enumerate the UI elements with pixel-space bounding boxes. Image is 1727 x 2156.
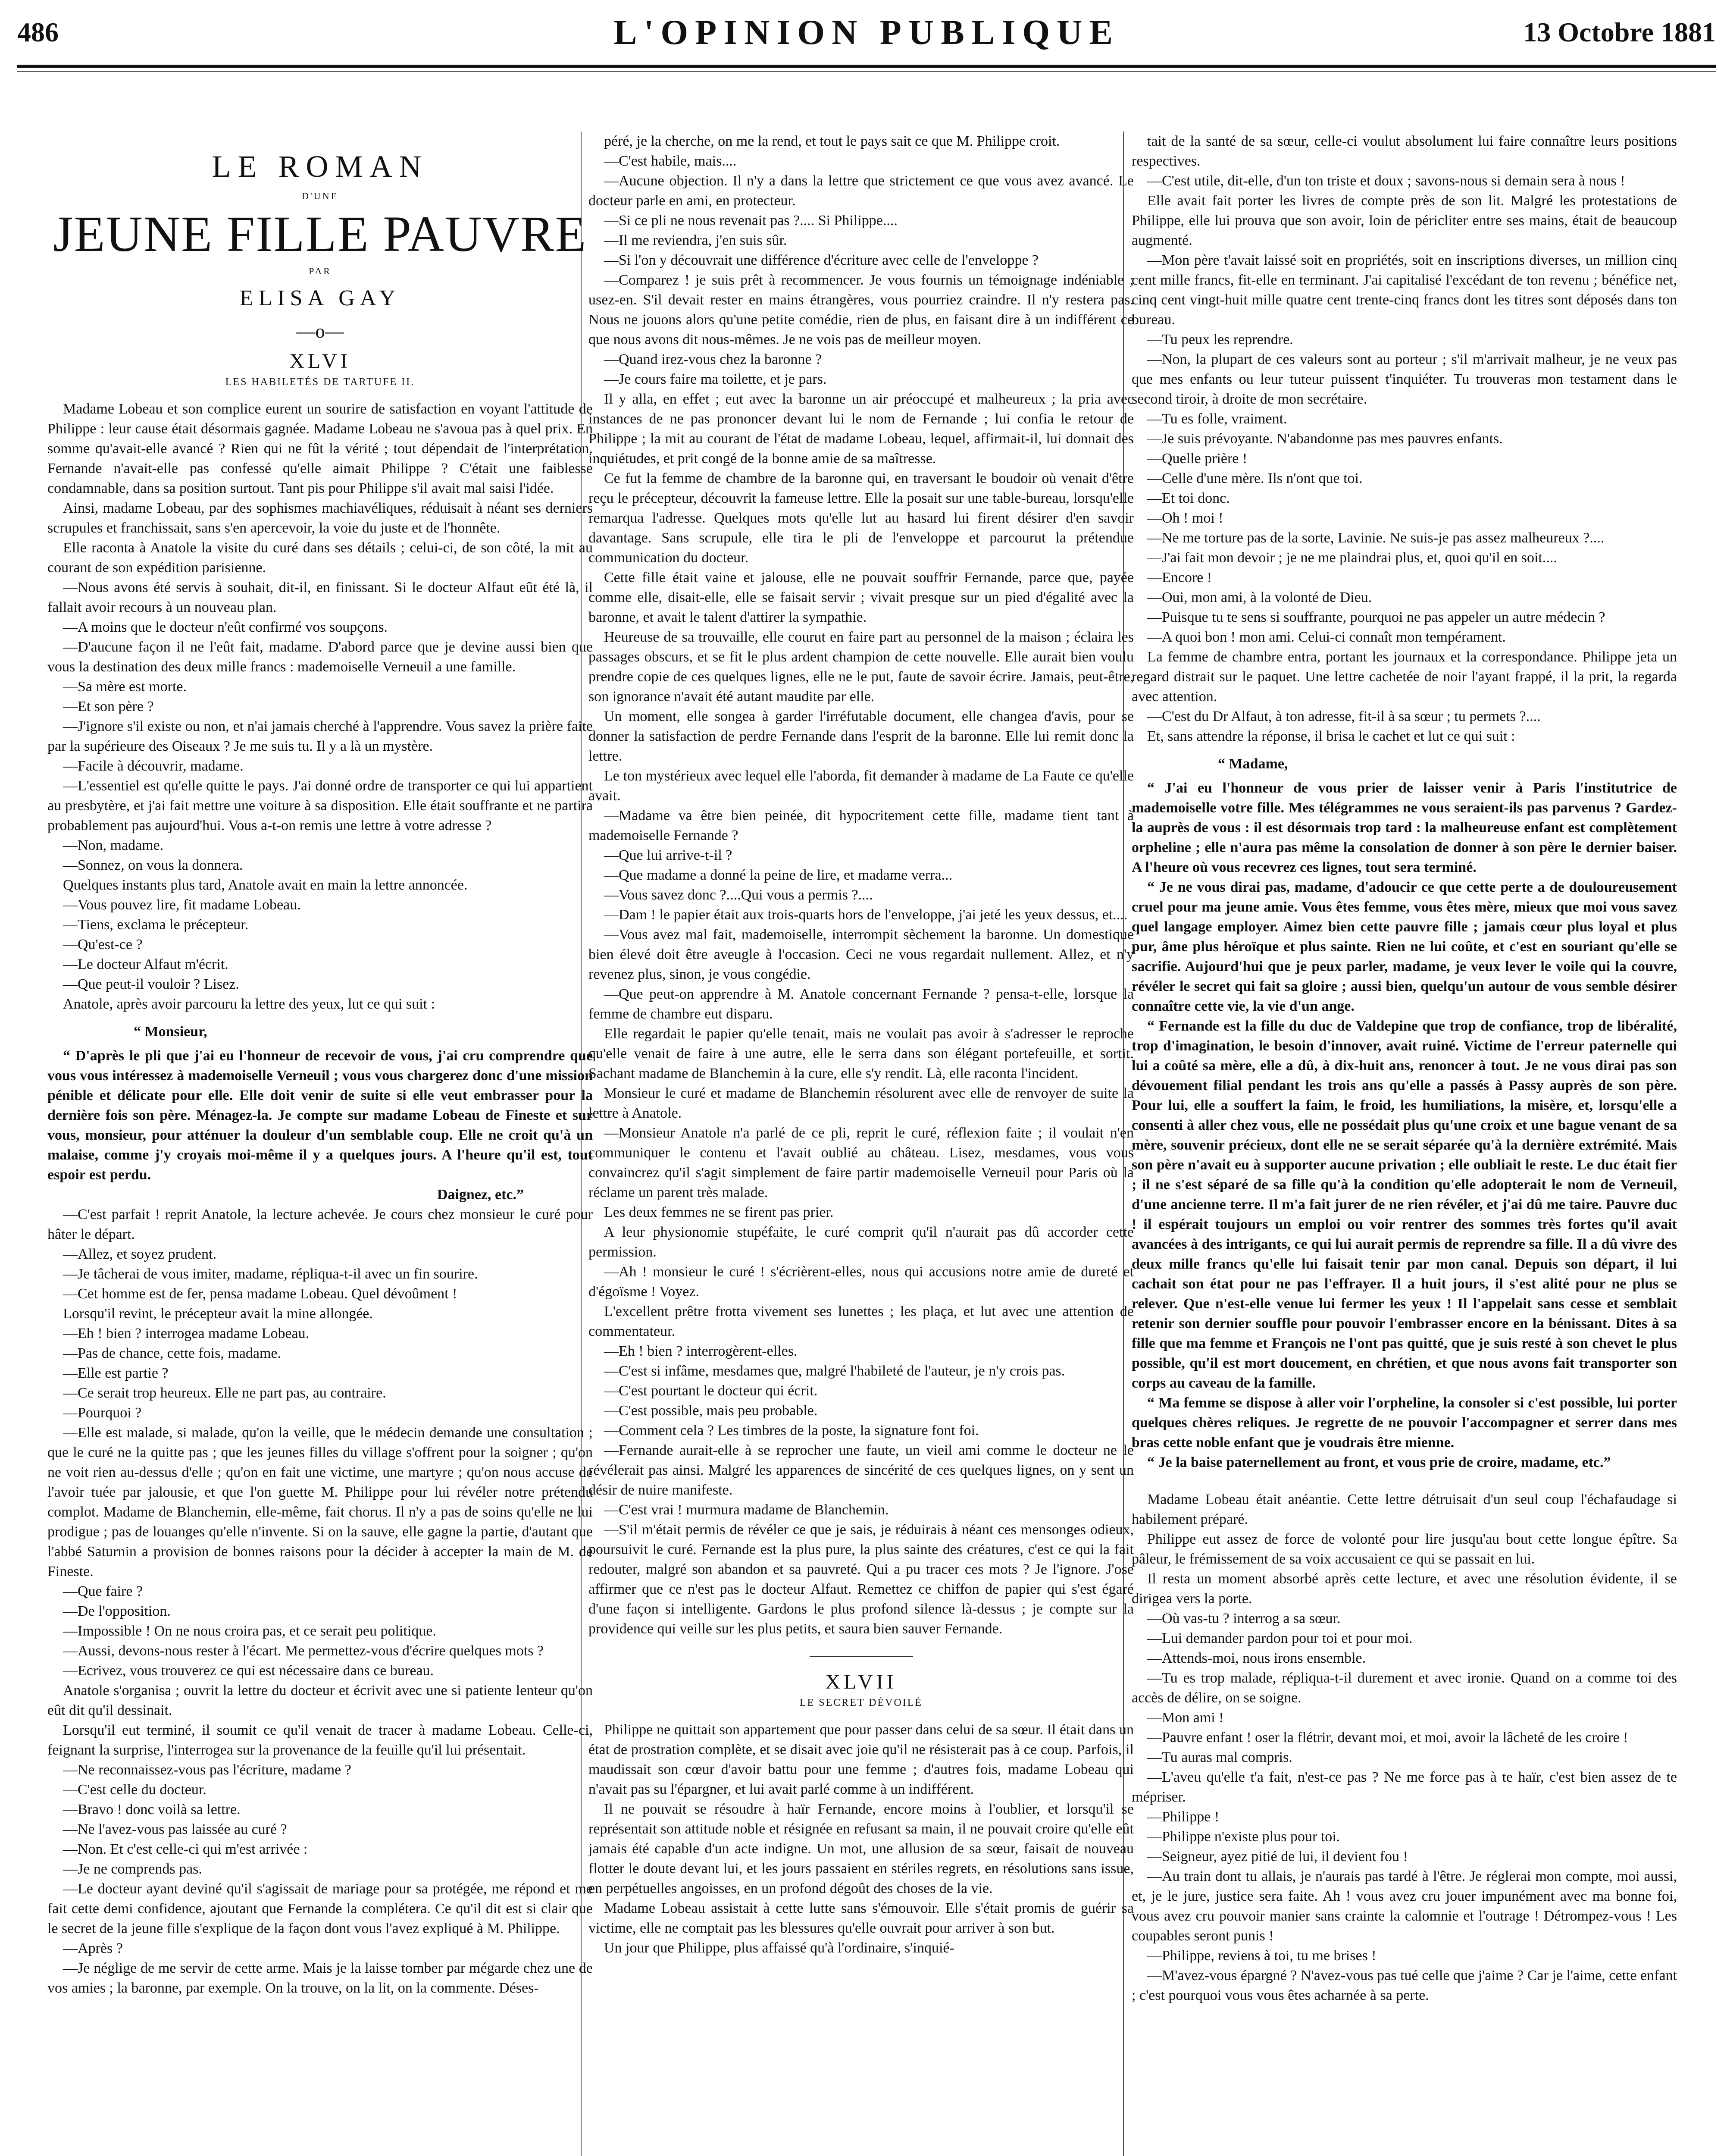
paragraph: —D'aucune façon il ne l'eût fait, madame. D'abord parce que je devine aussi bien que vous la destination des deux mille francs : mademoiselle Verneuil a une famille. — [47, 639, 593, 675]
paragraph: —Mon père t'avait laissé soit en propriétés, soit en inscriptions diverses, un million cinq cent mille francs, fit-elle en terminant. J'ai capitalisé l'excédant de ton revenu ; bénéfice net, cinq cent vingt-huit mille quatre cent trente-cinq francs dont les titres sont déposés dans ton bureau. — [1132, 252, 1677, 328]
paragraph: —Nous avons été servis à souhait, dit-il, en finissant. Si le docteur Alfaut eût été là, il fallait avoir recours à un nouveau plan. — [47, 580, 593, 615]
paragraph: —Lui demander pardon pour toi et pour moi. — [1147, 1630, 1413, 1646]
issue-date: 13 Octobre 1881 — [1523, 17, 1716, 47]
paragraph: —Facile à découvrir, madame. — [63, 758, 244, 774]
paragraph: —Eh ! bien ? interrogea madame Lobeau. — [63, 1326, 310, 1341]
paragraph: —Aussi, devons-nous rester à l'écart. Me permettez-vous d'écrire quelques mots ? — [63, 1643, 544, 1659]
paragraph: —Non. Et c'est celle-ci qui m'est arrivée : — [63, 1841, 308, 1857]
paragraph: —A moins que le docteur n'eût confirmé vos soupçons. — [63, 619, 388, 635]
paragraph: Monsieur le curé et madame de Blanchemin résolurent avec elle de renvoyer de suite la lettre à Anatole. — [588, 1085, 1134, 1121]
paragraph: —Ne l'avez-vous pas laissée au curé ? — [63, 1821, 287, 1837]
paragraph: —Puisque tu te sens si souffrante, pourquoi ne pas appeler un autre médecin ? — [1147, 609, 1605, 625]
paragraph: —C'est utile, dit-elle, d'un ton triste et doux ; savons-nous si demain sera à nous ! — [1147, 173, 1625, 189]
paragraph: —Comment cela ? Les timbres de la poste, la signature font foi. — [604, 1423, 979, 1438]
paragraph: Philippe eut assez de force de volonté pour lire jusqu'au bout cette longue épître. Sa pâleur, le frémissement de sa voix accusaient ce qui se passait en lui. — [1132, 1531, 1677, 1567]
paragraph: —Oh ! moi ! — [1147, 510, 1223, 526]
paragraph: tait de la santé de sa sœur, celle-ci voulut absolument lui faire connaître leurs positions respectives. — [1132, 133, 1677, 169]
column-2 — [588, 132, 1134, 2156]
text-block — [1132, 132, 1677, 746]
paragraph: —J'ai fait mon devoir ; je ne me plaindrai plus, et, quoi qu'il en soit.... — [1147, 550, 1557, 566]
paragraph: —J'ignore s'il existe ou non, et n'ai jamais cherché à l'apprendre. Vous savez la prière faite par la supérieure des Oiseaux ? Je me suis tu. Il y a là un mystère. — [47, 718, 593, 754]
text-block — [47, 399, 593, 1014]
paragraph: Ce fut la femme de chambre de la baronne qui, en traversant le boudoir où venait d'être reçu le précepteur, découvrit la fameuse lettre. Elle la posait sur une table-bureau, lorsqu'elle remarqua l'adresse. Quelques mots qu'elle lut au hasard lui firent désirer d'en savoir davantage. Sans scrupule, elle tira le pli de l'enveloppe et parcourut la prétendue communication du docteur. — [588, 470, 1134, 566]
paragraph: —Quand irez-vous chez la baronne ? — [604, 351, 822, 367]
paragraph: Lorsqu'il eut terminé, il soumit ce qu'il venait de tracer à madame Lobeau. Celle-ci, feignant la surprise, l'interrogea sur la provenance de la feuille qu'il lui présentait. — [47, 1722, 593, 1758]
paragraph: —Vous savez donc ?....Qui vous a permis ?.... — [604, 887, 873, 903]
chapter-subtitle: LES HABILETÉS DE TARTUFE II. — [225, 376, 415, 388]
paragraph: —Elle est malade, si malade, qu'on la veille, que le médecin demande une consultation ; que le curé ne la quitte pas ; que les jeunes filles du village s'offrent pour la soigner ; qu'on ne voit rien au-dessus d'elle ; qu'on en fait une victime, une martyre ; qu'on nous accuse de l'avoir tuée par jalousie, et que l'on guette M. Philippe pour lui révéler notre prétendu complot. Madame de Blanchemin, elle-même, fait chorus. Il n'y a pas de soins qu'elle ne lui prodigue ; pas de louanges qu'elle n'invente. Si on la sauve, elle gagne la partie, d'autant que l'abbé Saturnin a provision de bonnes raisons pour la décider à accepter la main de M. de Fineste. — [47, 1425, 593, 1579]
paragraph: —Philippe ! — [1147, 1809, 1220, 1825]
paragraph: Lorsqu'il revint, le précepteur avait la mine allongée. — [63, 1306, 373, 1322]
paragraph: —Madame va être bien peinée, dit hypocritement cette fille, madame tient tant à mademoiselle Fernande ? — [588, 808, 1134, 843]
paragraph: —Qu'est-ce ? — [63, 937, 143, 953]
chapter-number: XLVI — [289, 350, 351, 373]
paragraph: —Eh ! bien ? interrogèrent-elles. — [604, 1343, 798, 1359]
paragraph: —Je suis prévoyante. N'abandonne pas mes pauvres enfants. — [1147, 431, 1503, 447]
paragraph: Anatole, après avoir parcouru la lettre des yeux, lut ce qui suit : — [63, 996, 435, 1012]
author-name: ELISA GAY — [239, 286, 401, 310]
paragraph: —Seigneur, ayez pitié de lui, il devient fou ! — [1147, 1849, 1408, 1865]
paragraph: —Sa mère est morte. — [63, 679, 187, 695]
letter-body: “ D'après le pli que j'ai eu l'honneur de recevoir de vous, j'ai cru comprendre que vous vous intéressez à mademoiselle Verneuil ; vous vous chargerez donc d'une mission pénible et délicate pour elle. Elle doit venir de suite si elle veut embrasser pour la dernière fois son père. Ménagez-la. Je compte sur madame Lobeau de Fineste et sur vous, monsieur, pour atténuer la douleur d'un semblable coup. Elle ne croit qu'à un malaise, comme j'y croyais moi-même il y a quelques jours. A l'heure qu'il est, tout espoir est perdu. — [47, 1048, 593, 1183]
paragraph: —Ecrivez, vous trouverez ce qui est nécessaire dans ce bureau. — [63, 1663, 434, 1679]
paragraph: —Dam ! le papier était aux trois-quarts hors de l'enveloppe, j'ai jeté les yeux dessus, et.... — [604, 907, 1128, 923]
paragraph: Un jour que Philippe, plus affaissé qu'à l'ordinaire, s'inquié- — [604, 1940, 954, 1956]
masthead-rule-thick — [17, 65, 1716, 68]
paragraph: —Quelle prière ! — [1147, 451, 1248, 467]
paragraph: —Si ce pli ne nous revenait pas ?.... Si Philippe.... — [604, 213, 898, 229]
novel-title: JEUNE FILLE PAUVRE — [53, 206, 587, 262]
column-3 — [1132, 132, 1677, 2156]
paragraph: —Bravo ! donc voilà sa lettre. — [63, 1802, 241, 1818]
column-1 — [47, 132, 593, 2156]
paragraph: Madame Lobeau et son complice eurent un sourire de satisfaction en voyant l'attitude de Philippe : leur cause était désormais gagnée. Madame Lobeau ne s'avoua pas à quel prix. En somme qu'avait-elle avancé ? Rien qui ne fût la vérité ; tout dépendait de l'interprétation. Fernande n'avait-elle pas confessé qu'elle aimait Philippe ? C'était une faiblesse condamnable, dans sa position surtout. Tant pis pour Philippe s'il avait mal saisi l'idée. — [47, 401, 593, 496]
paragraph: Madame Lobeau assistait à cette lutte sans s'émouvoir. Elle s'était promis de guérir sa victime, elle ne comptait pas les blessures qu'elle ouvrait pour arriver à son but. — [588, 1900, 1134, 1936]
paragraph: —Que faire ? — [63, 1583, 143, 1599]
paragraph: —Je néglige de me servir de cette arme. Mais je la laisse tomber par mégarde chez une de vos amies ; la baronne, par exemple. On la trouve, on la lit, on la commente. Déses- — [47, 1960, 593, 1996]
paragraph: L'excellent prêtre frotta vivement ses lunettes ; les plaça, et lut avec une attention de commentateur. — [588, 1304, 1134, 1339]
paragraph: A leur physionomie stupéfaite, le curé comprit qu'il n'aurait pas dû accorder cette permission. — [588, 1224, 1134, 1260]
section-divider — [810, 1656, 913, 1657]
paragraph: Ainsi, madame Lobeau, par des sophismes machiavéliques, réduisait à néant ses derniers scrupules et franchissait, sans s'en apercevoir, la voie du juste et de l'honnête. — [47, 500, 593, 536]
paragraph: —Cet homme est de fer, pensa madame Lobeau. Quel dévoûment ! — [63, 1286, 457, 1302]
masthead — [17, 9, 1716, 56]
paragraph: —Où vas-tu ? interrog a sa sœur. — [1147, 1611, 1341, 1626]
paragraph: —Non, madame. — [63, 837, 164, 853]
paragraph: “ Je la baise paternellement au front, et vous prie de croire, madame, etc.” — [1147, 1454, 1611, 1470]
letter-signature: Daignez, etc.” — [437, 1187, 524, 1203]
paragraph: Il ne pouvait se résoudre à haïr Fernande, encore moins à l'oublier, et lorsqu'il se représentait son attitude noble et résignée en refusant sa main, il ne pouvait croire qu'elle eût jamais été capable d'un acte indigne. Un mot, une allusion de sa sœur, faisait de nouveau flotter le doute devant lui, et les jours passaient en stériles regrets, en résolutions sans issue, en perpétuelles angoisses, en un profond dégoût des choses de la vie. — [588, 1801, 1134, 1896]
paragraph: —A quoi bon ! mon ami. Celui-ci connaît mon tempérament. — [1147, 629, 1506, 645]
paragraph: —Philippe, reviens à toi, tu me brises ! — [1147, 1948, 1377, 1964]
paragraph: —Ne reconnaissez-vous pas l'écriture, madame ? — [63, 1762, 351, 1778]
paragraph: —Elle est partie ? — [63, 1365, 169, 1381]
paragraph: —Tu es folle, vraiment. — [1147, 411, 1287, 427]
paragraph: —Que peut-on apprendre à M. Anatole concernant Fernande ? pensa-t-elle, lorsque la femme de chambre eut disparu. — [588, 986, 1134, 1022]
paragraph: —Pauvre enfant ! oser la flétrir, devant moi, et moi, avoir la lâcheté de les croire ! — [1147, 1730, 1628, 1745]
page-number: 486 — [17, 17, 59, 47]
paragraph: Quelques instants plus tard, Anatole avait en main la lettre annoncée. — [63, 877, 468, 893]
paragraph: —Et son père ? — [63, 699, 154, 714]
paragraph: —Tiens, exclama le précepteur. — [63, 917, 249, 933]
paragraph: —Aucune objection. Il n'y a dans la lettre que strictement ce que vous avez avancé. Le docteur parle en ami, en protecteur. — [588, 173, 1134, 209]
chapter-subtitle: LE SECRET DÉVOILÉ — [799, 1697, 923, 1708]
paragraph: —C'est habile, mais.... — [604, 153, 737, 169]
paragraph: —Monsieur Anatole n'a parlé de ce pli, reprit le curé, réflexion faite ; il voulait n'en communiquer le contenu et l'avait oublié au château. Lisez, mesdames, vous vous convaincrez qu'il s'agit simplement de faire partir mademoiselle Verneuil pour Paris où la réclame un parent très malade. — [588, 1125, 1134, 1200]
paragraph: —L'essentiel est qu'elle quitte le pays. J'ai donné ordre de transporter ce qui lui appartient au presbytère, et j'ai fait mettre une voiture à sa disposition. Elle était souffrante et ne partira probablement pas aujourd'hui. Vous a-t-on remis une lettre à votre adresse ? — [47, 778, 593, 834]
text-block — [1132, 1490, 1677, 2006]
paragraph: Elle raconta à Anatole la visite du curé dans ses détails ; celui-ci, de son côté, la mit au courant de son expédition parisienne. — [47, 540, 593, 576]
paragraph: —Ne me torture pas de la sorte, Lavinie. Ne suis-je pas assez malheureux ?.... — [1147, 530, 1605, 546]
paragraph: —Je cours faire ma toilette, et je pars. — [604, 371, 827, 387]
paragraph: —Vous avez mal fait, mademoiselle, interrompit sèchement la baronne. Un domestique bien élevé doit être aveugle à l'occasion. Ceci ne vous regardait nullement. Allez, et n'y revenez plus, sinon, je vous congédie. — [588, 927, 1134, 982]
paragraph: —Vous pouvez lire, fit madame Lobeau. — [63, 897, 301, 913]
paragraph: —M'avez-vous épargné ? N'avez-vous pas tué celle que j'aime ? Car je l'aime, cette enfant ; c'est pourquoi vous vous êtes acharnée à sa perte. — [1132, 1968, 1677, 2003]
paragraph: Cette fille était vaine et jalouse, elle ne pouvait souffrir Fernande, parce que, payée comme elle, disait-elle, elle se faisait servir ; vivait presque sur un pied d'égalité avec la baronne, et avait le talent d'attirer la sympathie. — [588, 570, 1134, 625]
paragraph: La femme de chambre entra, portant les journaux et la correspondance. Philippe jeta un regard distrait sur le paquet. Une lettre cachetée de noir l'ayant frappé, il la prit, la regarda avec attention. — [1132, 649, 1677, 705]
newspaper-title: L'OPINION PUBLIQUE — [613, 13, 1120, 52]
paragraph: —Si l'on y découvrait une différence d'écriture avec celle de l'enveloppe ? — [604, 252, 1039, 268]
paragraph: —Il me reviendra, j'en suis sûr. — [604, 232, 787, 248]
paragraph: —Allez, et soyez prudent. — [63, 1246, 216, 1262]
paragraph: péré, je la cherche, on me la rend, et tout le pays sait ce que M. Philippe croit. — [604, 133, 1060, 149]
paragraph: Et, sans attendre la réponse, il brisa le cachet et lut ce qui suit : — [1147, 728, 1515, 744]
paragraph: Il resta un moment absorbé après cette lecture, et avec une résolution évidente, il se dirigea vers la porte. — [1132, 1571, 1677, 1607]
paragraph: —Je ne comprends pas. — [63, 1861, 202, 1877]
paragraph: —Ce serait trop heureux. Elle ne part pas, au contraire. — [63, 1385, 386, 1401]
paragraph: Il y alla, en effet ; eut avec la baronne un air préoccupé et malheureux ; la pria avec instances de ne pas prononcer devant lui le nom de Fernande ; lui confia le retour de Philippe ; la mit au courant de l'état de madame Lobeau, lequel, affirmait-il, lui donnait des inquiétudes, et prit congé de la bonne amie de sa maîtresse. — [588, 391, 1134, 467]
paragraph: —Celle d'une mère. Ils n'ont que toi. — [1147, 470, 1363, 486]
paragraph: —L'aveu qu'elle t'a fait, n'est-ce pas ? Ne me force pas à te haïr, c'est bien assez de te mépriser. — [1132, 1769, 1677, 1805]
ornament: —o— — [296, 321, 344, 342]
paragraph: —C'est parfait ! reprit Anatole, la lecture achevée. Je cours chez monsieur le curé pour hâter le départ. — [47, 1206, 593, 1242]
paragraph: —Sonnez, on vous la donnera. — [63, 857, 243, 873]
paragraph: —Comparez ! je suis prêt à recommencer. Je vous fournis un témoignage indéniable ; usez-en. S'il devait rester en mains étrangères, vous pourriez craindre. Il n'y restera pas. Nous ne jouons alors qu'une petite comédie, rien de plus, en faisant dire à un indifférent ce que nous avons dit nous-mêmes. Je ne vois pas de meilleur moyen. — [588, 272, 1134, 348]
paragraph: —Non, la plupart de ces valeurs sont au porteur ; s'il m'arrivait malheur, je ne veux pas que mes enfants ou leur tuteur puissent t'inquiéter. Tu trouveras mon testament dans le second tiroir, à droite de mon secrétaire. — [1132, 351, 1677, 407]
paragraph: —De l'opposition. — [63, 1603, 171, 1619]
letter-body — [1132, 778, 1677, 1473]
paragraph: —Que lui arrive-t-il ? — [604, 847, 732, 863]
paragraph: —Que madame a donné la peine de lire, et madame verra... — [604, 867, 953, 883]
paragraph: —C'est du Dr Alfaut, à ton adresse, fit-il à sa sœur ; tu permets ?.... — [1147, 708, 1541, 724]
masthead-rule-thin — [17, 71, 1716, 72]
paragraph: “ J'ai eu l'honneur de vous prier de laisser venir à Paris l'institutrice de mademoiselle votre fille. Mes télégrammes ne vous seraient-ils pas parvenus ? Gardez-la auprès de vous : il est désormais trop tard : la malheureuse enfant est complètement orpheline ; elle n'aura pas même la consolation de donner à son père le dernier baiser. A l'heure où vous recevrez ces lignes, tout sera terminé. — [1132, 780, 1677, 875]
paragraph: —Je tâcherai de vous imiter, madame, répliqua-t-il avec un fin sourire. — [63, 1266, 478, 1282]
text-block — [47, 1205, 593, 1998]
paragraph: —Impossible ! On ne nous croira pas, et ce serait peu politique. — [63, 1623, 436, 1639]
paragraph: —Au train dont tu allais, je n'aurais pas tardé à l'être. Je réglerai mon compte, moi aussi, et, je le jure, justice sera faite. Ah ! vous avez cru jouer impunément avec ma bonne foi, vous avez cru pouvoir manier sans crainte la calomnie et l'outrage ! Détrompez-vous ! Les coupables seront punis ! — [1132, 1868, 1677, 1944]
paragraph: —C'est celle du docteur. — [63, 1782, 206, 1798]
serial-heading-roman: LE ROMAN — [212, 149, 429, 184]
paragraph: —C'est vrai ! murmura madame de Blanchemin. — [604, 1502, 889, 1518]
paragraph: —Attends-moi, nous irons ensemble. — [1147, 1650, 1366, 1666]
chapter-number: XLVII — [825, 1670, 897, 1693]
letter-salutation: “ Monsieur, — [134, 1024, 207, 1040]
paragraph: Elle regardait le papier qu'elle tenait, mais ne voulait pas avoir à s'adresser le reproche qu'elle venait de faire à une autre, elle le serra dans son élégant portefeuille, et sortit. Sachant madame de Blanchemin à la cure, elle s'y rendit. Là, elle raconta l'incident. — [588, 1026, 1134, 1081]
paragraph: Le ton mystérieux avec lequel elle l'aborda, fit demander à madame de La Faute ce qu'elle avait. — [588, 768, 1134, 804]
paragraph: —Pourquoi ? — [63, 1405, 142, 1421]
text-block — [588, 132, 1134, 1639]
paragraph: Heureuse de sa trouvaille, elle courut en faire part au personnel de la maison ; éclaira les passages obscurs, et se fit le plus ardent champion de cette nouvelle. Elle aurait bien voulu prendre copie de ces quelques lignes, elle ne le put, faute de savoir écrire. Jamais, peut-être, son ignorance n'avait été autant maudite par elle. — [588, 629, 1134, 705]
paragraph: —Que peut-il vouloir ? Lisez. — [63, 976, 239, 992]
paragraph: —S'il m'était permis de révéler ce que je sais, je réduirais à néant ces mensonges odieux, poursuivit le curé. Fernande est la plus pure, la plus sainte des créatures, c'est ce qui la fait redouter, malgré son abandon et sa pauvreté. Qui a pu tracer ces mots ? Je l'ignore. J'ose affirmer que ce n'est pas le docteur Alfaut. Remettez ce chiffon de papier qui s'est égaré d'une façon si intelligente. Gardons le plus profond silence là-dessus ; je compte sur la providence qui veille sur les plus petits, et saura bien sauver Fernande. — [588, 1522, 1134, 1637]
paragraph: —C'est possible, mais peu probable. — [604, 1403, 818, 1419]
paragraph: —Oui, mon ami, à la volonté de Dieu. — [1147, 589, 1372, 605]
paragraph: —Encore ! — [1147, 570, 1212, 586]
paragraph: —Philippe n'existe plus pour toi. — [1147, 1829, 1340, 1845]
serial-heading-par: PAR — [309, 266, 332, 276]
text-block — [588, 1720, 1134, 1958]
paragraph: —Le docteur ayant deviné qu'il s'agissait de mariage pour sa protégée, me répond et me fait cette demi confidence, ajoutant que Fernande la complétera. Ce qu'il dit est si clair que le secret de la jeune fille s'explique de la façon dont vous l'avez expliqué à M. Philippe. — [47, 1881, 593, 1937]
paragraph: Anatole s'organisa ; ouvrit la lettre du docteur et écrivit avec une si patiente lenteur qu'on eût dit qu'il dessinait. — [47, 1683, 593, 1718]
letter-salutation: “ Madame, — [1218, 756, 1288, 772]
paragraph: —Pas de chance, cette fois, madame. — [63, 1345, 282, 1361]
paragraph: “ Ma femme se dispose à aller voir l'orpheline, la consoler si c'est possible, lui porter quelques chères reliques. Je regrette de ne pouvoir l'accompagner et serrer dans mes bras cette noble enfant que je voudrais être mienne. — [1132, 1395, 1677, 1451]
paragraph: “ Fernande est la fille du duc de Valdepine que trop de confiance, trop de libéralité, trop d'imagination, le besoin d'innover, avait ruiné. Victime de l'erreur paternelle qui lui a coûté sa mère, elle a dû, à dix-huit ans, renoncer à tout. Je ne vous dirai pas son dévouement filial pendant les trois ans qu'elle a passés à Passy auprès de son père. Pour lui, elle a souffert la faim, le froid, les humiliations, la misère, et, lorsqu'elle a consenti à aller chez vous, elle ne possédait plus qu'une croix et une bague venant de sa mère, souvenir précieux, dont elle ne se serait séparée qu'à la dernière extrémité. Mais son père n'avait eu à supporter aucune privation ; elle oubliait le reste. Le duc était fier ; il ne s'est séparé de sa fille qu'à la condition qu'elle adopterait le nom de Verneuil, d'une ancienne terre. Il m'a fait jurer de ne rien révéler, et j'ai dû me taire. Pauvre duc ! il espérait toujours un emploi ou voir rentrer des sommes très fortes qu'il avait avancées à des intrigants, ce qui lui aurait permis de reprendre sa fille. Il a dû vivre des deux mille francs qu'elle lui faisait tenir par mon canal. Depuis son départ, il lui cachait son état pour ne pas l'effrayer. Il a huit jours, il s'est alité pour ne plus se relever. Que n'est-elle venue lui fermer les yeux ! Il l'appelait sans cesse et semblait retenir son dernier souffle pour pouvoir l'embrasser encore en la bénissant. Dites à sa fille que ma femme et François ne l'ont pas quitté, que je suis resté à son chevet le plus possible, qu'il est mort doucement, en chrétien, et que nous avons fait transporter son corps au caveau de la famille. — [1132, 1018, 1677, 1391]
paragraph: “ Je ne vous dirai pas, madame, d'adoucir ce que cette perte a de douloureusement cruel pour ma jeune amie. Vous êtes femme, vous êtes mère, mieux que moi vous savez quel langage employer. Aimez bien cette pauvre fille ; jamais cœur plus loyal et plus pur, âme plus héroïque et plus sainte. Rien ne lui coûte, et c'est en souriant qu'elle se sacrifie. Aujourd'hui que je peux parler, madame, je veux lever le voile qui la couvre, révéler le secret qui fait sa gloire ; aussi bien, quelqu'un autour de vous semble désirer connaître cette vie, la vie d'un ange. — [1132, 879, 1677, 1014]
paragraph: Elle avait fait porter les livres de compte près de son lit. Malgré les protestations de Philippe, elle lui prouva que son avoir, loin de péricliter entre ses mains, était de beaucoup augmenté. — [1132, 193, 1677, 248]
paragraph: Madame Lobeau était anéantie. Cette lettre détruisait d'un seul coup l'échafaudage si habilement préparé. — [1132, 1492, 1677, 1527]
paragraph: —C'est si infâme, mesdames que, malgré l'habileté de l'auteur, je n'y crois pas. — [604, 1363, 1065, 1379]
paragraph: —C'est pourtant le docteur qui écrit. — [604, 1383, 818, 1399]
paragraph: —Tu peux les reprendre. — [1147, 332, 1293, 348]
paragraph: Un moment, elle songea à garder l'irréfutable document, elle changea d'avis, pour se donner la satisfaction de perdre Fernande dans l'esprit de la baronne. Elle lui remit donc la lettre. — [588, 708, 1134, 764]
paragraph: —Fernande aurait-elle à se reprocher une faute, un vieil ami comme le docteur ne le révélerait pas ainsi. Malgré les apparences de sincérité de ces quelques lignes, on y sent un désir de nuire manifeste. — [588, 1442, 1134, 1498]
paragraph: —Tu auras mal compris. — [1147, 1749, 1292, 1765]
paragraph: —Ah ! monsieur le curé ! s'écrièrent-elles, nous qui accusions notre amie de dureté et d'égoïsme ! Voyez. — [588, 1264, 1134, 1300]
paragraph: —Tu es trop malade, répliqua-t-il durement et avec ironie. Quand on a comme toi des accès de délire, on se soigne. — [1132, 1670, 1677, 1706]
paragraph: Les deux femmes ne se firent pas prier. — [604, 1204, 834, 1220]
paragraph: Philippe ne quittait son appartement que pour passer dans celui de sa sœur. Il était dans un état de prostration complète, et se disait avec joie qu'il ne résisterait pas à ce coup. Parfois, il maudissait son cœur d'avoir battu pour une femme ; d'autres fois, madame Lobeau qui n'avait pas su l'épargner, et lui avait parlé comme à un indifférent. — [588, 1722, 1134, 1797]
paragraph: —Et toi donc. — [1147, 490, 1230, 506]
paragraph: —Mon ami ! — [1147, 1710, 1224, 1726]
paragraph: —Le docteur Alfaut m'écrit. — [63, 956, 228, 972]
paragraph: —Après ? — [63, 1940, 123, 1956]
serial-heading-dune: D'UNE — [301, 191, 339, 201]
